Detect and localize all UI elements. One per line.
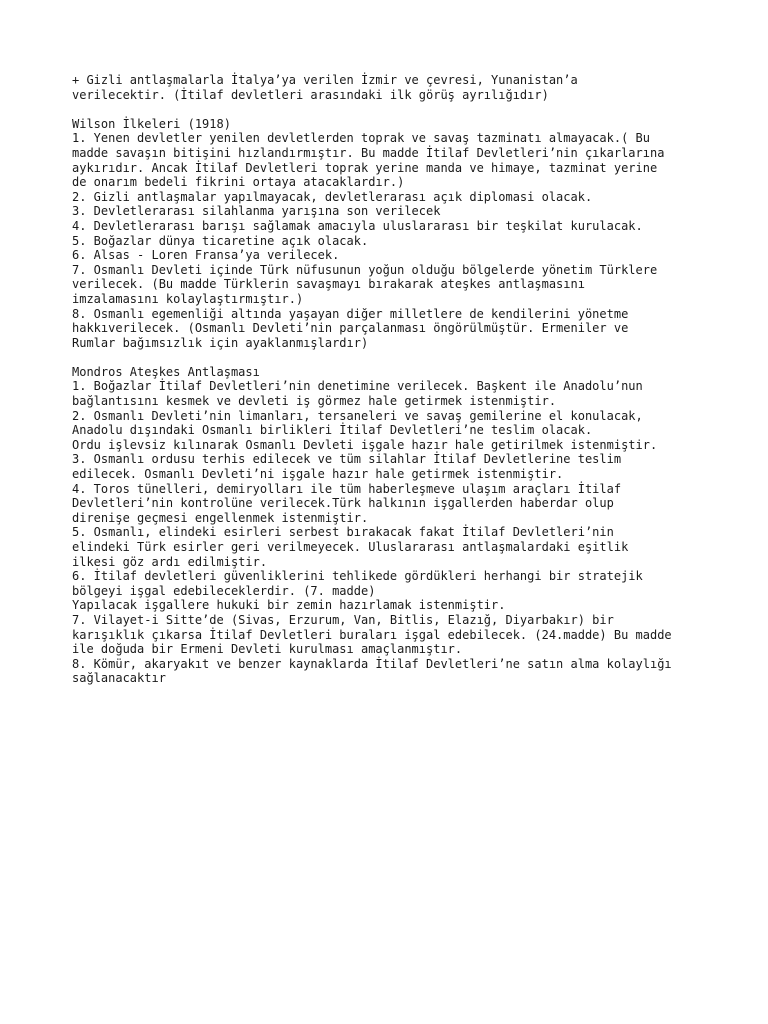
mondros-line: Devletleri’nin kontrolüne verilecek.Türk halkının işgallerden haberdar olup (72, 496, 614, 511)
mondros-line: direnişe geçmesi engellenmek istenmiştir. (72, 510, 369, 525)
wilson-line: imzalamasını kolaylaştırmıştır.) (72, 291, 304, 306)
mondros-line: elindeki Türk esirler geri verilmeyecek. Uluslararası antlaşmalardaki eşitlik (72, 540, 629, 554)
mondros-line: 4. Toros tünelleri, demiryolları ile tüm haberleşmeve ulaşım araçları İtilaf (72, 481, 622, 496)
wilson-line: de onarım bedeli fikrini ortaya atacaklardır.) (72, 175, 405, 190)
intro-line: verilecektir. (İtilaf devletleri arasındaki ilk görüş ayrılığıdır) (72, 87, 549, 102)
intro-section (72, 73, 712, 102)
mondros-line: ile doğuda bir Ermeni Devleti kurulması amaçlanmıştır. (72, 642, 463, 657)
mondros-line: 3. Osmanlı ordusu terhis edilecek ve tüm silahlar İtilaf Devletlerine teslim (72, 452, 622, 467)
wilson-line: Rumlar bağımsızlık için ayaklanmışlardır) (72, 335, 369, 350)
wilson-line: 8. Osmanlı egemenliği altında yaşayan diğer milletlere de kendilerini yönetme (72, 306, 629, 321)
mondros-line: 8. Kömür, akaryakıt ve benzer kaynaklarda İtilaf Devletleri’ne satın alma kolaylığı (72, 656, 672, 671)
wilson-line: 4. Devletlerarası barışı sağlamak amacıyla uluslararası bir teşkilat kurulacak. (72, 218, 643, 233)
mondros-line: bağlantısını kesmek ve devleti iş görmez hale getirmek istenmiştir. (72, 394, 557, 409)
wilson-line: hakkıverilecek. (Osmanlı Devleti’nin parçalanması öngörülmüştür. Ermeniler ve (72, 321, 629, 336)
mondros-line: 5. Osmanlı, elindeki esirleri serbest bırakacak fakat İtilaf Devletleri’nin (72, 525, 614, 540)
mondros-line: 1. Boğazlar İtilaf Devletleri’nin denetimine verilecek. Başkent ile Anadolu’nun (72, 379, 643, 394)
mondros-line: 6. İtilaf devletleri güvenliklerini tehlikede gördükleri herhangi bir stratejik (72, 569, 643, 584)
mondros-line: sağlanacaktır (72, 671, 166, 686)
document-page (72, 73, 712, 686)
mondros-line: ilkesi göz ardı edilmiştir. (72, 554, 268, 569)
wilson-line: madde savaşın bitişini hızlandırmıştır. Bu madde İtilaf Devletleri’nin çıkarlarına (72, 145, 665, 160)
wilson-line: aykırıdır. Ancak İtilaf Devletleri toprak yerine manda ve himaye, tazminat yerine (72, 160, 658, 175)
mondros-line: Yapılacak işgallere hukuki bir zemin hazırlamak istenmiştir. (72, 598, 506, 613)
wilson-line: 5. Boğazlar dünya ticaretine açık olacak. (72, 233, 369, 248)
wilson-section (72, 117, 712, 351)
mondros-line: karışıklık çıkarsa İtilaf Devletleri buraları işgal edebilecek. (24.madde) Bu madde (72, 627, 672, 642)
wilson-heading: Wilson İlkeleri (1918) (72, 116, 231, 131)
mondros-line: Anadolu dışındaki Osmanlı birlikleri İtilaf Devletleri’ne teslim olacak. (72, 423, 593, 438)
mondros-line: bölgeyi işgal edebileceklerdir. (7. madde) (72, 583, 376, 598)
wilson-line: verilecek. (Bu madde Türklerin savaşmayı bırakarak ateşkes antlaşmasını (72, 277, 585, 292)
wilson-line: 7. Osmanlı Devleti içinde Türk nüfusunun yoğun olduğu bölgelerde yönetim Türklere (72, 262, 658, 277)
wilson-line: 1. Yenen devletler yenilen devletlerden toprak ve savaş tazminatı almayacak.( Bu (72, 131, 650, 146)
wilson-line: 2. Gizli antlaşmalar yapılmayacak, devletlerarası açık diplomasi olacak. (72, 189, 593, 204)
mondros-line: 2. Osmanlı Devleti’nin limanları, tersaneleri ve savaş gemilerine el konulacak, (72, 408, 643, 423)
mondros-heading: Mondros Ateşkes Antlaşması (72, 364, 260, 379)
mondros-line: edilecek. Osmanlı Devleti’ni işgale hazır hale getirmek istenmiştir. (72, 467, 564, 482)
mondros-section (72, 365, 712, 686)
paragraph-gap (72, 102, 712, 117)
wilson-line: 6. Alsas - Loren Fransa’ya verilecek. (72, 248, 340, 263)
mondros-line: Ordu işlevsiz kılınarak Osmanlı Devleti işgale hazır hale getirilmek istenmiştir. (72, 437, 658, 452)
mondros-line: 7. Vilayet-i Sitte’de (Sivas, Erzurum, Van, Bitlis, Elazığ, Diyarbakır) bir (72, 612, 614, 627)
wilson-line: 3. Devletlerarası silahlanma yarışına son verilecek (72, 204, 441, 219)
intro-line: + Gizli antlaşmalarla İtalya’ya verilen İzmir ve çevresi, Yunanistan’a (72, 73, 578, 87)
paragraph-gap (72, 350, 712, 365)
